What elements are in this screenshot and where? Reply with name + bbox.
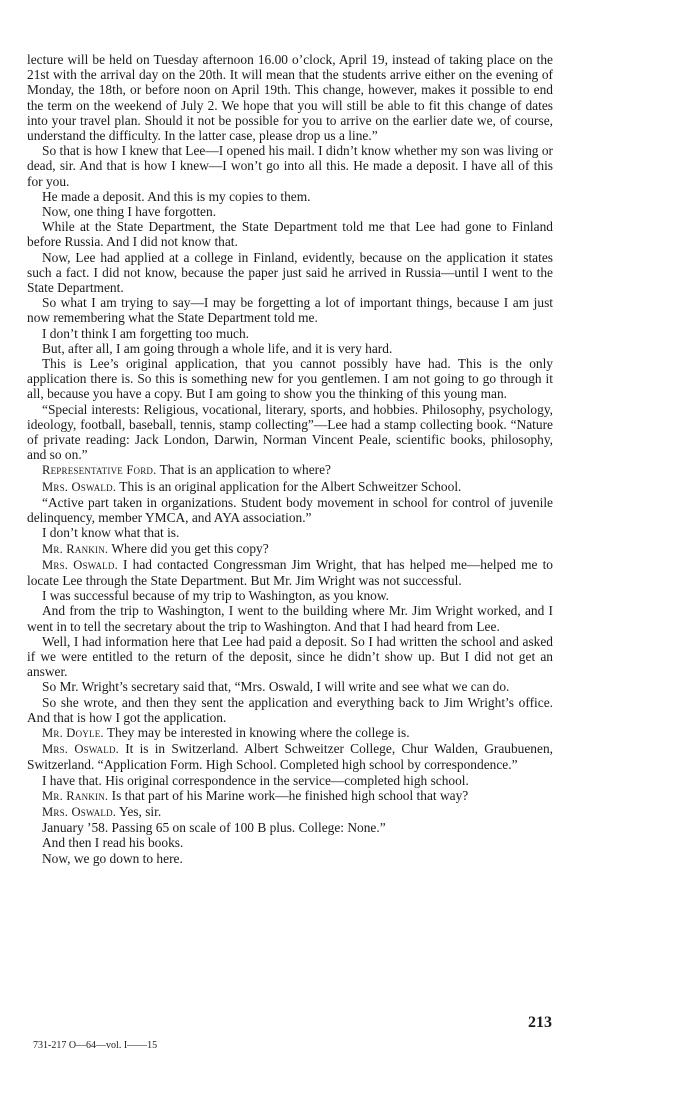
paragraph: “Active part taken in organizations. Student body movement in school for control of juvenile delinquency, member YMCA, and AYA association.”	[27, 494, 553, 526]
paragraph: I have that. His original correspondence in the service—completed high school.	[42, 772, 469, 788]
speaker-paragraph	[27, 462, 553, 478]
speaker-name: Mrs. Oswald.	[42, 804, 117, 819]
paragraph: So that is how I knew that Lee—I opened his mail. I didn’t know whether my son was living or dead, sir. And that is how I knew—I won’t go into all this. He made a deposit. I have all of this for you.	[27, 143, 553, 189]
paragraph: I don’t know what that is.	[42, 525, 180, 541]
paragraph: He made a deposit. And this is my copies to them.	[42, 188, 311, 204]
speaker-paragraph	[27, 725, 553, 741]
speaker-paragraph	[27, 479, 553, 495]
paragraph: Now, we go down to here.	[42, 850, 183, 866]
speaker-name: Mr. Rankin.	[42, 541, 109, 556]
speaker-text: Is that part of his Marine work—he finished high school that way?	[111, 787, 469, 803]
speaker-text: This is an original application for the Albert Schweitzer School.	[119, 478, 462, 494]
speaker-paragraph	[27, 741, 553, 772]
speaker-text: Yes, sir.	[119, 803, 162, 819]
speaker-paragraph	[27, 557, 553, 588]
document-body	[27, 52, 553, 866]
speaker-text: They may be interested in knowing where the college is.	[106, 724, 410, 740]
paragraph: Now, one thing I have forgotten.	[42, 204, 217, 220]
paragraph: I don’t think I am forgetting too much.	[42, 325, 250, 341]
paragraph: So she wrote, and then they sent the application and everything back to Jim Wright’s office. And that is how I got the application.	[27, 694, 553, 725]
speaker-text: I had contacted Congressman Jim Wright, that has helped me—helped me to locate Lee through the State Department. But Mr. Jim Wright was not successful.	[27, 556, 553, 588]
page-number: 213	[528, 1014, 552, 1031]
speaker-text: That is an application to where?	[159, 462, 332, 478]
speaker-name: Mr. Doyle.	[42, 725, 104, 740]
paragraph: And from the trip to Washington, I went to the building where Mr. Jim Wright worked, and I went in to tell the secretary about the trip to Washington. And that I had heard from Lee.	[27, 603, 553, 634]
speaker-paragraph	[27, 788, 553, 804]
speaker-text: It is in Switzerland. Albert Schweitzer College, Chur Walden, Graubuenen, Switzerland. “Application Form. High School. Completed high school by correspondence.”	[27, 741, 553, 773]
paragraph: While at the State Department, the State Department told me that Lee had gone to Finland before Russia. And I did not know that.	[27, 219, 553, 250]
paragraph: Well, I had information here that Lee had paid a deposit. So I had written the school and asked if we were entitled to the return of the deposit, since he didn’t show up. But I did not get an answer.	[27, 633, 553, 680]
paragraph: January ’58. Passing 65 on scale of 100 B plus. College: None.”	[42, 820, 386, 836]
speaker-name: Mr. Rankin.	[42, 788, 109, 803]
footer-print-code: 731-217 O—64—vol. I——15	[33, 1040, 158, 1051]
paragraph: But, after all, I am going through a whole life, and it is very hard.	[42, 340, 393, 356]
speaker-name: Mrs. Oswald.	[42, 742, 119, 757]
paragraph: And then I read his books.	[42, 835, 184, 851]
speaker-paragraph	[27, 804, 553, 820]
paragraph: So Mr. Wright’s secretary said that, “Mrs. Oswald, I will write and see what we can do.	[42, 679, 510, 695]
paragraph: lecture will be held on Tuesday afternoon 16.00 o’clock, April 19, instead of taking place on the 21st with the arrival day on the 20th. It will mean that the students arrive either on the evening of Monday, the 18th, or before noon on April 19th. This change, however, makes it possible to end the term on the weekend of July 2. We hope that you will still be able to fit this change of dates into your travel plan. Should it not be possible for you to arrive on the earlier date we, of course, understand the difficulty. In the latter case, please drop us a line.”	[27, 52, 553, 144]
speaker-text: Where did you get this copy?	[111, 540, 269, 556]
paragraph: “Special interests: Religious, vocational, literary, sports, and hobbies. Philosophy, psychology, ideology, football, baseball, tennis, stamp collecting”—Lee had a stamp collecting book. “Nature of private reading: Jack London, Darwin, Norman Vincent Peale, scientific books, philosophy, and so on.”	[27, 401, 553, 463]
paragraph: I was successful because of my trip to Washington, as you know.	[42, 588, 390, 604]
paragraph: This is Lee’s original application, that you cannot possibly have had. This is the only application there is. So this is something new for you gentlemen. I am not going to go through it all, because you have a copy. But I am going to show you the thinking of this young man.	[27, 356, 553, 402]
paragraph: So what I am trying to say—I may be forgetting a lot of important things, because I am just now remembering what the State Department told me.	[27, 295, 553, 326]
speaker-name: Mrs. Oswald.	[42, 557, 118, 572]
paragraph: Now, Lee had applied at a college in Finland, evidently, because on the application it states such a fact. I did not know, because the paper just said he arrived in Russia—until I went to the State Department.	[27, 249, 553, 296]
speaker-name: Representative Ford.	[42, 463, 157, 478]
speaker-paragraph	[27, 541, 553, 557]
speaker-name: Mrs. Oswald.	[42, 479, 117, 494]
